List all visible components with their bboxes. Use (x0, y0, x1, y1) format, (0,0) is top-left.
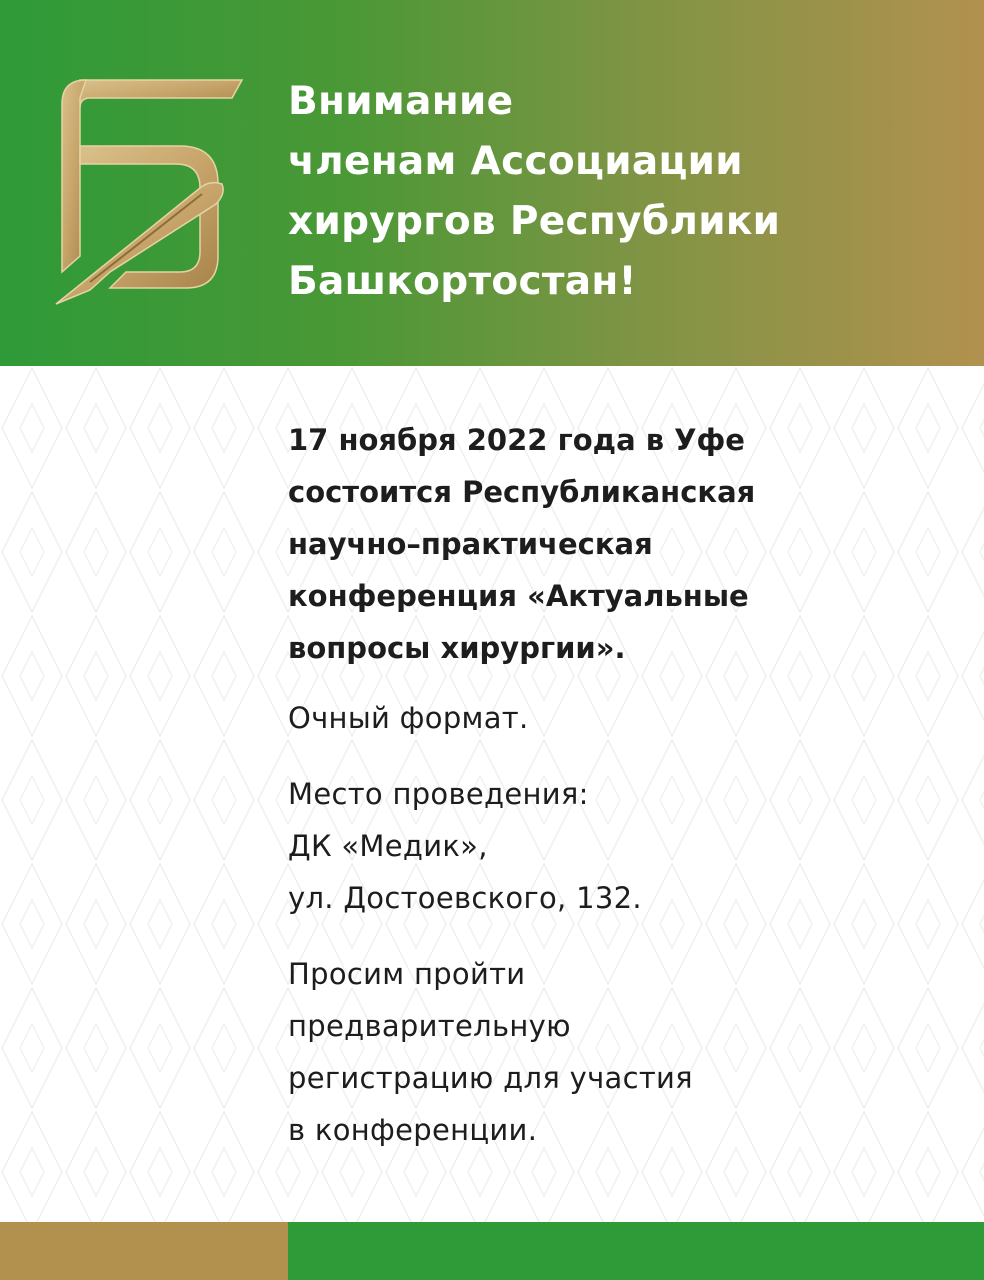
registration-line: в конференции. (288, 1113, 538, 1147)
association-logo-icon (50, 76, 250, 311)
format-line: Очный формат. (288, 701, 529, 735)
lead-line: конференция «Актуальные (288, 579, 749, 613)
header-title (288, 72, 928, 312)
footer-gold-bar (0, 1222, 288, 1280)
registration-line: Просим пройти (288, 957, 526, 991)
venue-line: ул. Достоевского, 132. (288, 881, 642, 915)
header-banner (0, 0, 984, 366)
venue-text (288, 768, 948, 924)
registration-text (288, 948, 948, 1156)
header-title-line: членам Ассоциации (288, 139, 743, 184)
header-title-line: Башкортостан! (288, 259, 637, 304)
footer-green-bar (288, 1222, 984, 1280)
lead-line: 17 ноября 2022 года в Уфе (288, 423, 745, 457)
lead-line: научно–практическая (288, 527, 653, 561)
format-text (288, 692, 948, 744)
venue-line: Место проведения: (288, 777, 589, 811)
venue-line: ДК «Медик», (288, 829, 488, 863)
header-title-line: хирургов Республики (288, 199, 781, 244)
conference-announcement (288, 414, 948, 674)
lead-line: вопросы хирургии». (288, 631, 626, 665)
announcement-body (288, 414, 948, 1180)
lead-line: состоится Республиканская (288, 475, 756, 509)
registration-line: регистрацию для участия (288, 1061, 693, 1095)
header-title-line: Внимание (288, 79, 514, 124)
registration-line: предварительную (288, 1009, 571, 1043)
